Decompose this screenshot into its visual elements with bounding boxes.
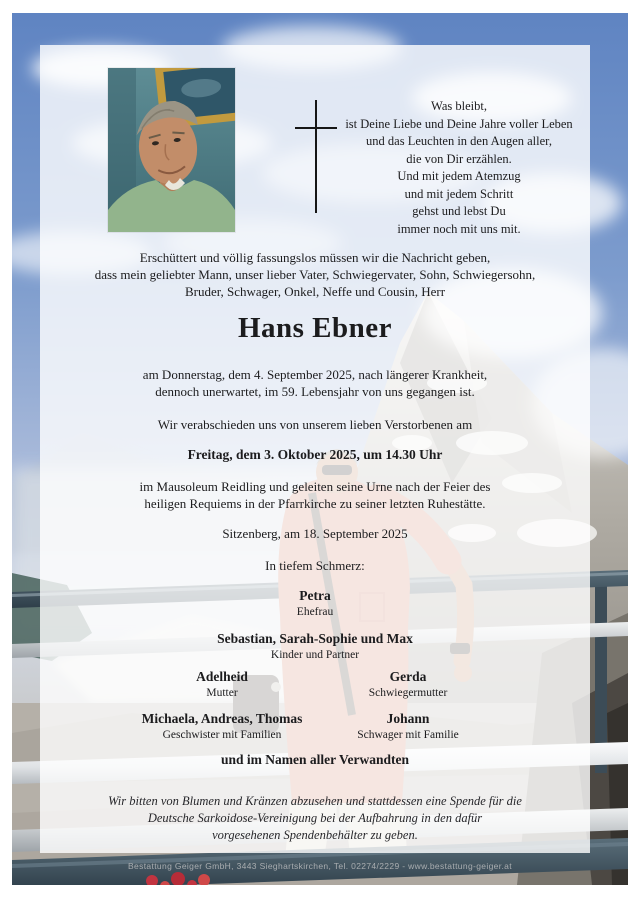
farewell-location-line: im Mausoleum Reidling und geleiten seine Urne nach der Feier des [139,479,491,494]
funeral-home-footer: Bestattung Geiger GmbH, 3443 Sieghartskirchen, Tel. 02274/2229 - www.bestattung-geiger.at [128,861,512,871]
farewell-location-line: heiligen Requiems in der Pfarrkirche zu seiner letzten Ruhestätte. [144,496,486,511]
mourner-names: Petra [299,588,331,603]
mourner-relation: Schwiegermutter [368,687,448,699]
portrait-image [108,68,235,232]
mourner-children [40,630,590,663]
mourner-names: Michaela, Andreas, Thomas [141,711,303,726]
donation-line: Deutsche Sarkoidose-Vereinigung bei der Aufbahrung in den dafür [147,811,483,825]
poem-line: die von Dir erzählen. [406,151,512,166]
death-info-line: dennoch unerwartet, im 59. Lebensjahr von uns gegangen ist. [155,384,475,399]
mourner-relation: Schwager mit Familie [357,729,459,741]
deceased-name: Hans Ebner [237,312,393,344]
farewell-datetime: Freitag, dem 3. Oktober 2025, um 14.30 Uhr [187,447,443,462]
poem-line: gehst und lebst Du [412,204,506,218]
mourner-siblings [129,710,315,743]
mourner-relation: Kinder und Partner [270,649,360,661]
donation-line: vorgesehenen Spendenbehälter zu geben. [212,828,418,842]
poem-line: und das Leuchten in den Augen aller, [366,134,552,148]
announcement-text [40,249,590,300]
mourner-row-parents [129,668,501,701]
mourner-relation: Mutter [206,687,238,699]
mourner-names: Adelheid [196,669,248,684]
mourner-row-siblings [129,710,501,743]
mourning-header: In tiefem Schmerz: [265,558,365,573]
farewell-intro: Wir verabschieden uns von unserem lieben Verstorbenen am [157,417,473,432]
mourner-names: Sebastian, Sarah-Sophie und Max [217,631,413,646]
mourner-wife [40,587,590,620]
farewell-location [40,478,590,512]
mourner-mother [129,668,315,701]
announcement-line: Erschüttert und völlig fassungslos müssen wir die Nachricht geben, [139,250,491,265]
announcement-line: dass mein geliebter Mann, unser lieber Vater, Schwiegervater, Sohn, Schwiegersohn, [94,267,536,282]
mourner-relation: Ehefrau [296,606,334,618]
header-row [40,45,590,241]
poem-line: und mit jedem Schritt [404,186,514,201]
mourner-names: Johann [386,711,430,726]
dateline: Sitzenberg, am 18. September 2025 [222,526,408,541]
mourner-relation: Geschwister mit Familien [162,729,282,741]
poem-line: Und mit jedem Atemzug [397,169,521,183]
donation-note [40,793,590,844]
mountain-photo-background [12,13,628,885]
poem-line: immer noch mit uns mit. [397,221,521,236]
death-info [40,366,590,400]
memorial-poem [328,98,590,238]
death-info-line: am Donnerstag, dem 4. September 2025, nach längerer Krankheit, [142,367,488,382]
mourner-brother-in-law [315,710,501,743]
portrait-photo [108,68,235,232]
donation-line: Wir bitten von Blumen und Kränzen abzusehen und stattdessen eine Spende für die [108,794,522,808]
content-panel [40,45,590,853]
announcement-line: Bruder, Schwager, Onkel, Neffe und Cousin, Herr [184,284,446,299]
mourner-mother-in-law [315,668,501,701]
mourners-footer: und im Namen aller Verwandten [220,752,410,767]
poem-line: ist Deine Liebe und Deine Jahre voller Leben [345,116,573,131]
poem-line: Was bleibt, [431,99,487,113]
mourner-names: Gerda [389,669,427,684]
